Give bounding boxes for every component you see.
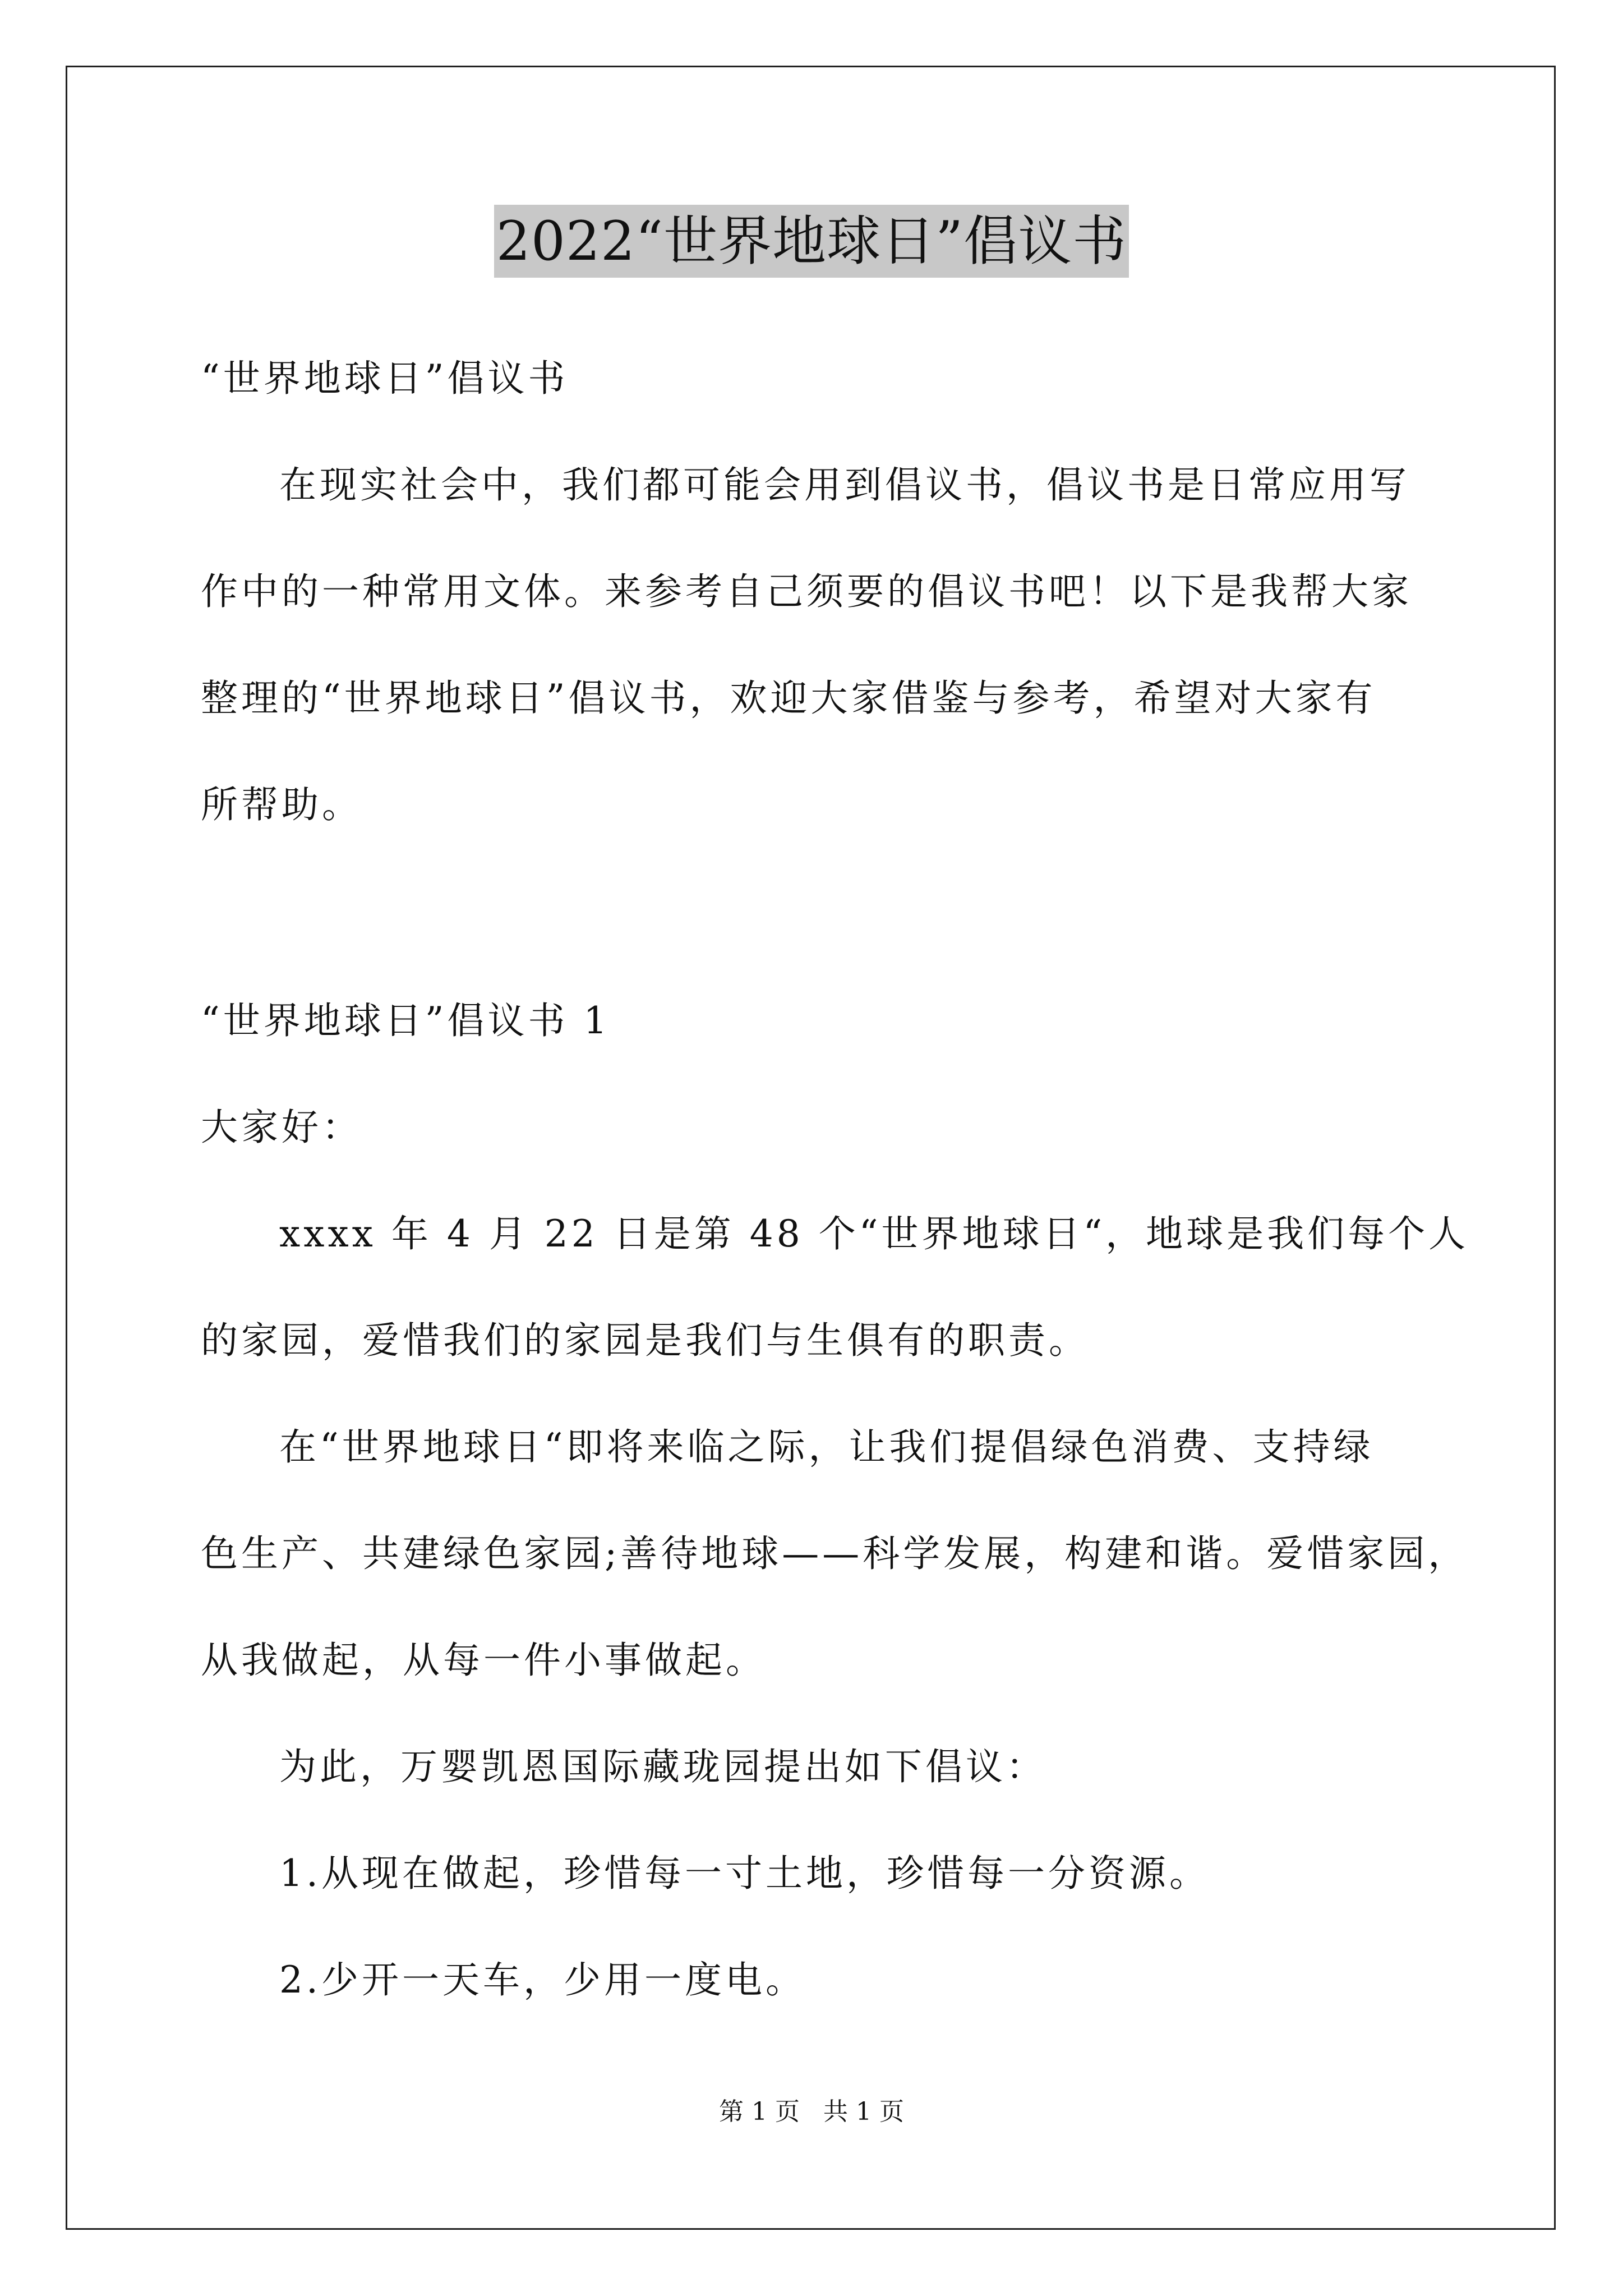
subtitle: “世界地球日”倡议书 bbox=[201, 357, 569, 400]
intro-line-3: 整理的“世界地球日”倡议书，欢迎大家借鉴与参考，希望对大家有 bbox=[201, 677, 1376, 720]
section-heading: “世界地球日”倡议书 1 bbox=[201, 999, 611, 1042]
page-number-current: 第 1 页 bbox=[719, 2097, 800, 2126]
title-container bbox=[0, 205, 1623, 278]
body-line-5: 从我做起，从每一件小事做起。 bbox=[201, 1639, 766, 1682]
body-line-6: 为此，万婴凯恩国际藏珑园提出如下倡议： bbox=[279, 1745, 1046, 1788]
intro-line-2: 作中的一种常用文体。来参考自己须要的倡议书吧！以下是我帮大家 bbox=[201, 570, 1412, 613]
body-line-4: 色生产、共建绿色家园;善待地球——科学发展，构建和谐。爱惜家园， bbox=[201, 1532, 1469, 1575]
intro-line-1: 在现实社会中，我们都可能会用到倡议书，倡议书是日常应用写 bbox=[279, 463, 1410, 507]
body-line-3: 在“世界地球日“即将来临之际，让我们提倡绿色消费、支持绿 bbox=[279, 1425, 1374, 1469]
page-footer bbox=[0, 2095, 1623, 2129]
greeting: 大家好： bbox=[201, 1106, 362, 1149]
page-number-total: 共 1 页 bbox=[823, 2097, 904, 2126]
body-line-2: 的家园，爱惜我们的家园是我们与生俱有的职责。 bbox=[201, 1319, 1089, 1362]
body-line-7: 1.从现在做起，珍惜每一寸土地，珍惜每一分资源。 bbox=[279, 1852, 1210, 1895]
body-line-1: xxxx 年 4 月 22 日是第 48 个“世界地球日“，地球是我们每个人 bbox=[279, 1212, 1469, 1255]
body-line-8: 2.少开一天车，少用一度电。 bbox=[279, 1958, 806, 2001]
intro-line-4: 所帮助。 bbox=[201, 783, 362, 826]
document-title: 2022“世界地球日”倡议书 bbox=[494, 205, 1129, 278]
